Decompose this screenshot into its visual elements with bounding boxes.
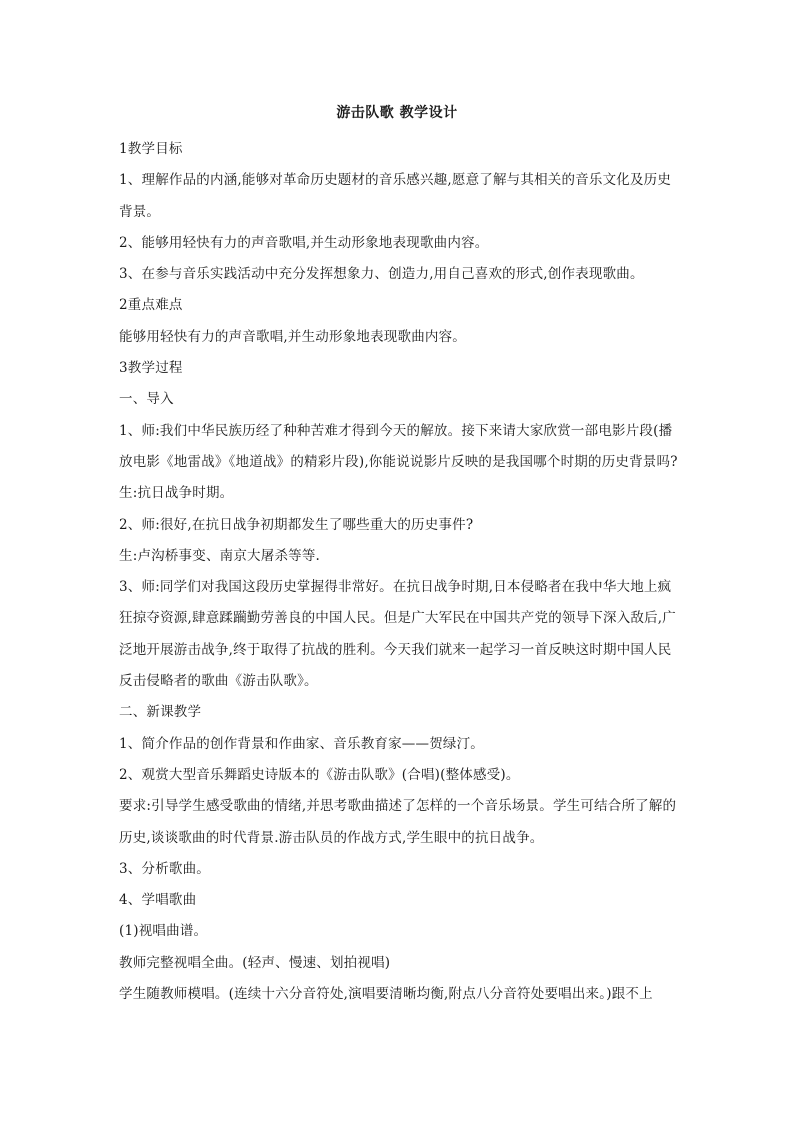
paragraph: 生:抗日战争时期。 xyxy=(119,485,234,502)
section-heading-objectives: 1教学目标 xyxy=(119,141,183,157)
paragraph: 3、分析歌曲。 xyxy=(119,860,210,877)
section-heading-process: 3教学过程 xyxy=(119,360,183,377)
paragraph: 2、能够用轻快有力的声音歌唱,并生动形象地表现歌曲内容。 xyxy=(119,234,489,251)
paragraph: 要求:引导学生感受歌曲的情绪,并思考歌曲描述了怎样的一个音乐场景。学生可结合所了解的历史,谈谈歌曲的时代背景.游击队员的作战方式,学生眼中的抗日战争。 xyxy=(119,798,677,846)
paragraph: 1、简介作品的创作背景和作曲家、音乐教育家——贺绿汀。 xyxy=(119,735,484,752)
subheading-new-lesson: 二、新课教学 xyxy=(119,704,202,721)
paragraph: 4、学唱歌曲 xyxy=(119,892,197,909)
paragraph: 3、师:同学们对我国这段历史掌握得非常好。在抗日战争时期,日本侵略者在我中华大地上疯狂掠夺资源,肆意蹂躏勤劳善良的中国人民。但是广大军民在中国共产党的领导下深入敌后,广泛地开展游击战争,终于取得了抗战的胜利。今天我们就来一起学习一首反映这时期中国人民反击侵略者的歌曲《游击队歌》。 xyxy=(119,579,676,690)
paragraph: 学生随教师模唱。(连续十六分音符处,演唱要清晰均衡,附点八分音符处要唱出来。)跟不上 xyxy=(119,986,653,1003)
section-heading-key-points: 2重点难点 xyxy=(119,297,183,314)
document-title: 游击队歌 教学设计 xyxy=(336,105,458,121)
paragraph: 教师完整视唱全曲。(轻声、慢速、划拍视唱) xyxy=(119,954,391,971)
paragraph: (1)视唱曲谱。 xyxy=(119,923,208,940)
paragraph: 能够用轻快有力的声音歌唱,并生动形象地表现歌曲内容。 xyxy=(119,328,466,345)
subheading-intro: 一、导入 xyxy=(119,391,174,408)
paragraph: 2、师:很好,在抗日战争初期都发生了哪些重大的历史事件? xyxy=(119,516,474,533)
paragraph: 2、观赏大型音乐舞蹈史诗版本的《游击队歌》(合唱)(整体感受)。 xyxy=(119,766,520,783)
paragraph: 1、理解作品的内涵,能够对革命历史题材的音乐感兴趣,愿意了解与其相关的音乐文化及历史背景。 xyxy=(119,172,672,220)
document-body xyxy=(119,134,681,1010)
paragraph: 生:卢沟桥事变、南京大屠杀等等. xyxy=(119,547,321,564)
paragraph: 1、师:我们中华民族历经了种种苦难才得到今天的解放。接下来请大家欣赏一部电影片段(播放电影《地雷战》《地道战》的精彩片段),你能说说影片反映的是我国哪个时期的历史背景吗? xyxy=(119,422,678,470)
paragraph: 3、在参与音乐实践活动中充分发挥想象力、创造力,用自己喜欢的形式,创作表现歌曲。 xyxy=(119,266,644,283)
